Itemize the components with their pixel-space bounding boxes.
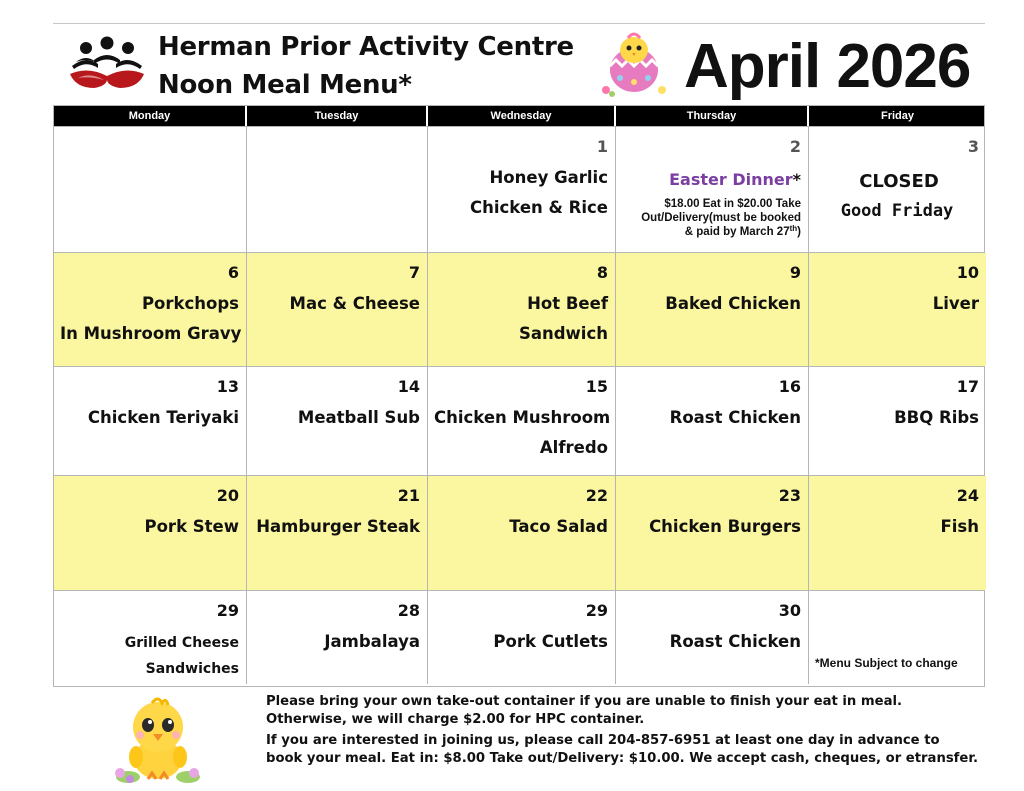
easter-dinner-note: [622, 197, 801, 239]
meal-line: Chicken Burgers: [649, 517, 801, 536]
date-number: 2: [789, 137, 801, 156]
note-superscript: th: [789, 224, 798, 233]
note-line: Out/Delivery(must be booked: [641, 212, 801, 224]
date-number: 28: [397, 601, 420, 620]
day-cell: [428, 253, 616, 366]
date-number: 7: [408, 263, 420, 282]
meal-line: Pork Stew: [144, 517, 239, 536]
day-cell: [616, 591, 809, 684]
weekday-header: Thursday: [616, 106, 809, 126]
meal-line: Jambalaya: [324, 632, 420, 651]
day-cell: [428, 591, 616, 684]
day-cell: [54, 367, 247, 475]
meal-line: Liver: [932, 294, 979, 313]
day-cell: [809, 476, 986, 590]
day-cell: [54, 253, 247, 366]
note-line-text: & paid by March 27: [684, 226, 790, 238]
date-number: 17: [956, 377, 979, 396]
meal-line: Sandwiches: [145, 661, 239, 677]
day-cell: [428, 127, 616, 252]
day-cell: [247, 253, 428, 366]
date-number: 15: [585, 377, 608, 396]
day-cell: [247, 476, 428, 590]
meal-line: Alfredo: [539, 438, 608, 457]
date-number: 3: [967, 137, 979, 156]
meal-line: Taco Salad: [509, 517, 608, 536]
day-cell: [54, 476, 247, 590]
meal-line: Porkchops: [141, 294, 239, 313]
note-line-end: ): [797, 226, 801, 238]
day-cell: [247, 127, 428, 252]
day-cell: [809, 591, 986, 684]
meal-line: Chicken Mushroom: [434, 408, 611, 427]
top-divider: [53, 23, 985, 24]
date-number: 30: [778, 601, 801, 620]
date-number: 10: [956, 263, 979, 282]
closed-label: CLOSED: [859, 171, 939, 192]
day-cell: [616, 476, 809, 590]
day-cell: [616, 253, 809, 366]
easter-egg-chick-icon: [598, 26, 670, 98]
date-number: 13: [216, 377, 239, 396]
day-cell: [247, 591, 428, 684]
weekday-header: Wednesday: [428, 106, 616, 126]
date-number: 29: [216, 601, 239, 620]
special-meal-title: [622, 169, 801, 191]
easter-dinner-label: Easter Dinner: [669, 170, 793, 189]
meal-line: BBQ Ribs: [894, 408, 979, 427]
day-cell: [809, 367, 986, 475]
week-row: [54, 590, 984, 684]
date-number: 22: [585, 486, 608, 505]
day-cell: [809, 127, 986, 252]
week-row: [54, 252, 984, 366]
date-number: 14: [397, 377, 420, 396]
week-row: [54, 475, 984, 590]
meal-line: Honey Garlic: [489, 168, 608, 187]
day-cell: [616, 127, 809, 252]
note-line: $18.00 Eat in $20.00 Take: [664, 198, 801, 210]
date-number: 21: [397, 486, 420, 505]
meal-line: Meatball Sub: [297, 408, 420, 427]
meal-line: Sandwich: [518, 324, 608, 343]
meal-line: Mac & Cheese: [289, 294, 420, 313]
weekday-header-row: [54, 106, 984, 126]
weekday-header: Friday: [880, 110, 914, 122]
date-number: 9: [789, 263, 801, 282]
meal-line: Fish: [940, 517, 979, 536]
meal-line: Hamburger Steak: [256, 517, 420, 536]
day-cell: [809, 253, 986, 366]
meal-line: Grilled Cheese: [124, 635, 239, 651]
org-name: Herman Prior Activity Centre: [158, 32, 574, 62]
container-note: Please bring your own take-out container if you are unable to finish your eat in meal. Otherwise, we will charge $2.00 for HPC container.: [266, 694, 903, 727]
baby-chick-icon: [108, 693, 206, 785]
date-number: 20: [216, 486, 239, 505]
date-number: 1: [596, 137, 608, 156]
meal-line: Roast Chicken: [669, 408, 801, 427]
meal-line: Pork Cutlets: [493, 632, 608, 651]
meal-line: Baked Chicken: [665, 294, 801, 313]
date-number: 23: [778, 486, 801, 505]
day-cell: [428, 476, 616, 590]
date-number: 29: [585, 601, 608, 620]
date-number: 16: [778, 377, 801, 396]
meal-line: Roast Chicken: [669, 632, 801, 651]
date-number: 6: [227, 263, 239, 282]
menu-change-note: *Menu Subject to change: [815, 656, 958, 670]
meal-line: In Mushroom Gravy: [60, 324, 242, 343]
weekday-header: Monday: [54, 106, 247, 126]
booking-note: If you are interested in joining us, please call 204-857-6951 at least one day in advance to book your meal. Eat in: $8.00 Take out/Delivery: $10.00. We accept cash, cheques, or etransfer.: [266, 733, 978, 766]
meal-line: Chicken Teriyaki: [87, 408, 239, 427]
date-number: 24: [956, 486, 979, 505]
holiday-label: Good Friday: [840, 201, 954, 221]
meal-line: Chicken & Rice: [470, 198, 608, 217]
date-number: 8: [596, 263, 608, 282]
asterisk-mark: *: [792, 170, 801, 189]
meal-line: Hot Beef: [527, 294, 608, 313]
week-row: [54, 366, 984, 475]
day-cell: [54, 127, 247, 252]
day-cell: [616, 367, 809, 475]
day-cell: [54, 591, 247, 684]
menu-calendar: [53, 105, 985, 687]
note-line: [622, 225, 801, 239]
people-logo-icon: [68, 36, 146, 96]
month-title: April 2026: [684, 32, 971, 101]
weekday-header: Tuesday: [247, 106, 428, 126]
week-row: [54, 126, 984, 252]
day-cell: [428, 367, 616, 475]
menu-title: Noon Meal Menu*: [158, 70, 412, 100]
day-cell: [247, 367, 428, 475]
